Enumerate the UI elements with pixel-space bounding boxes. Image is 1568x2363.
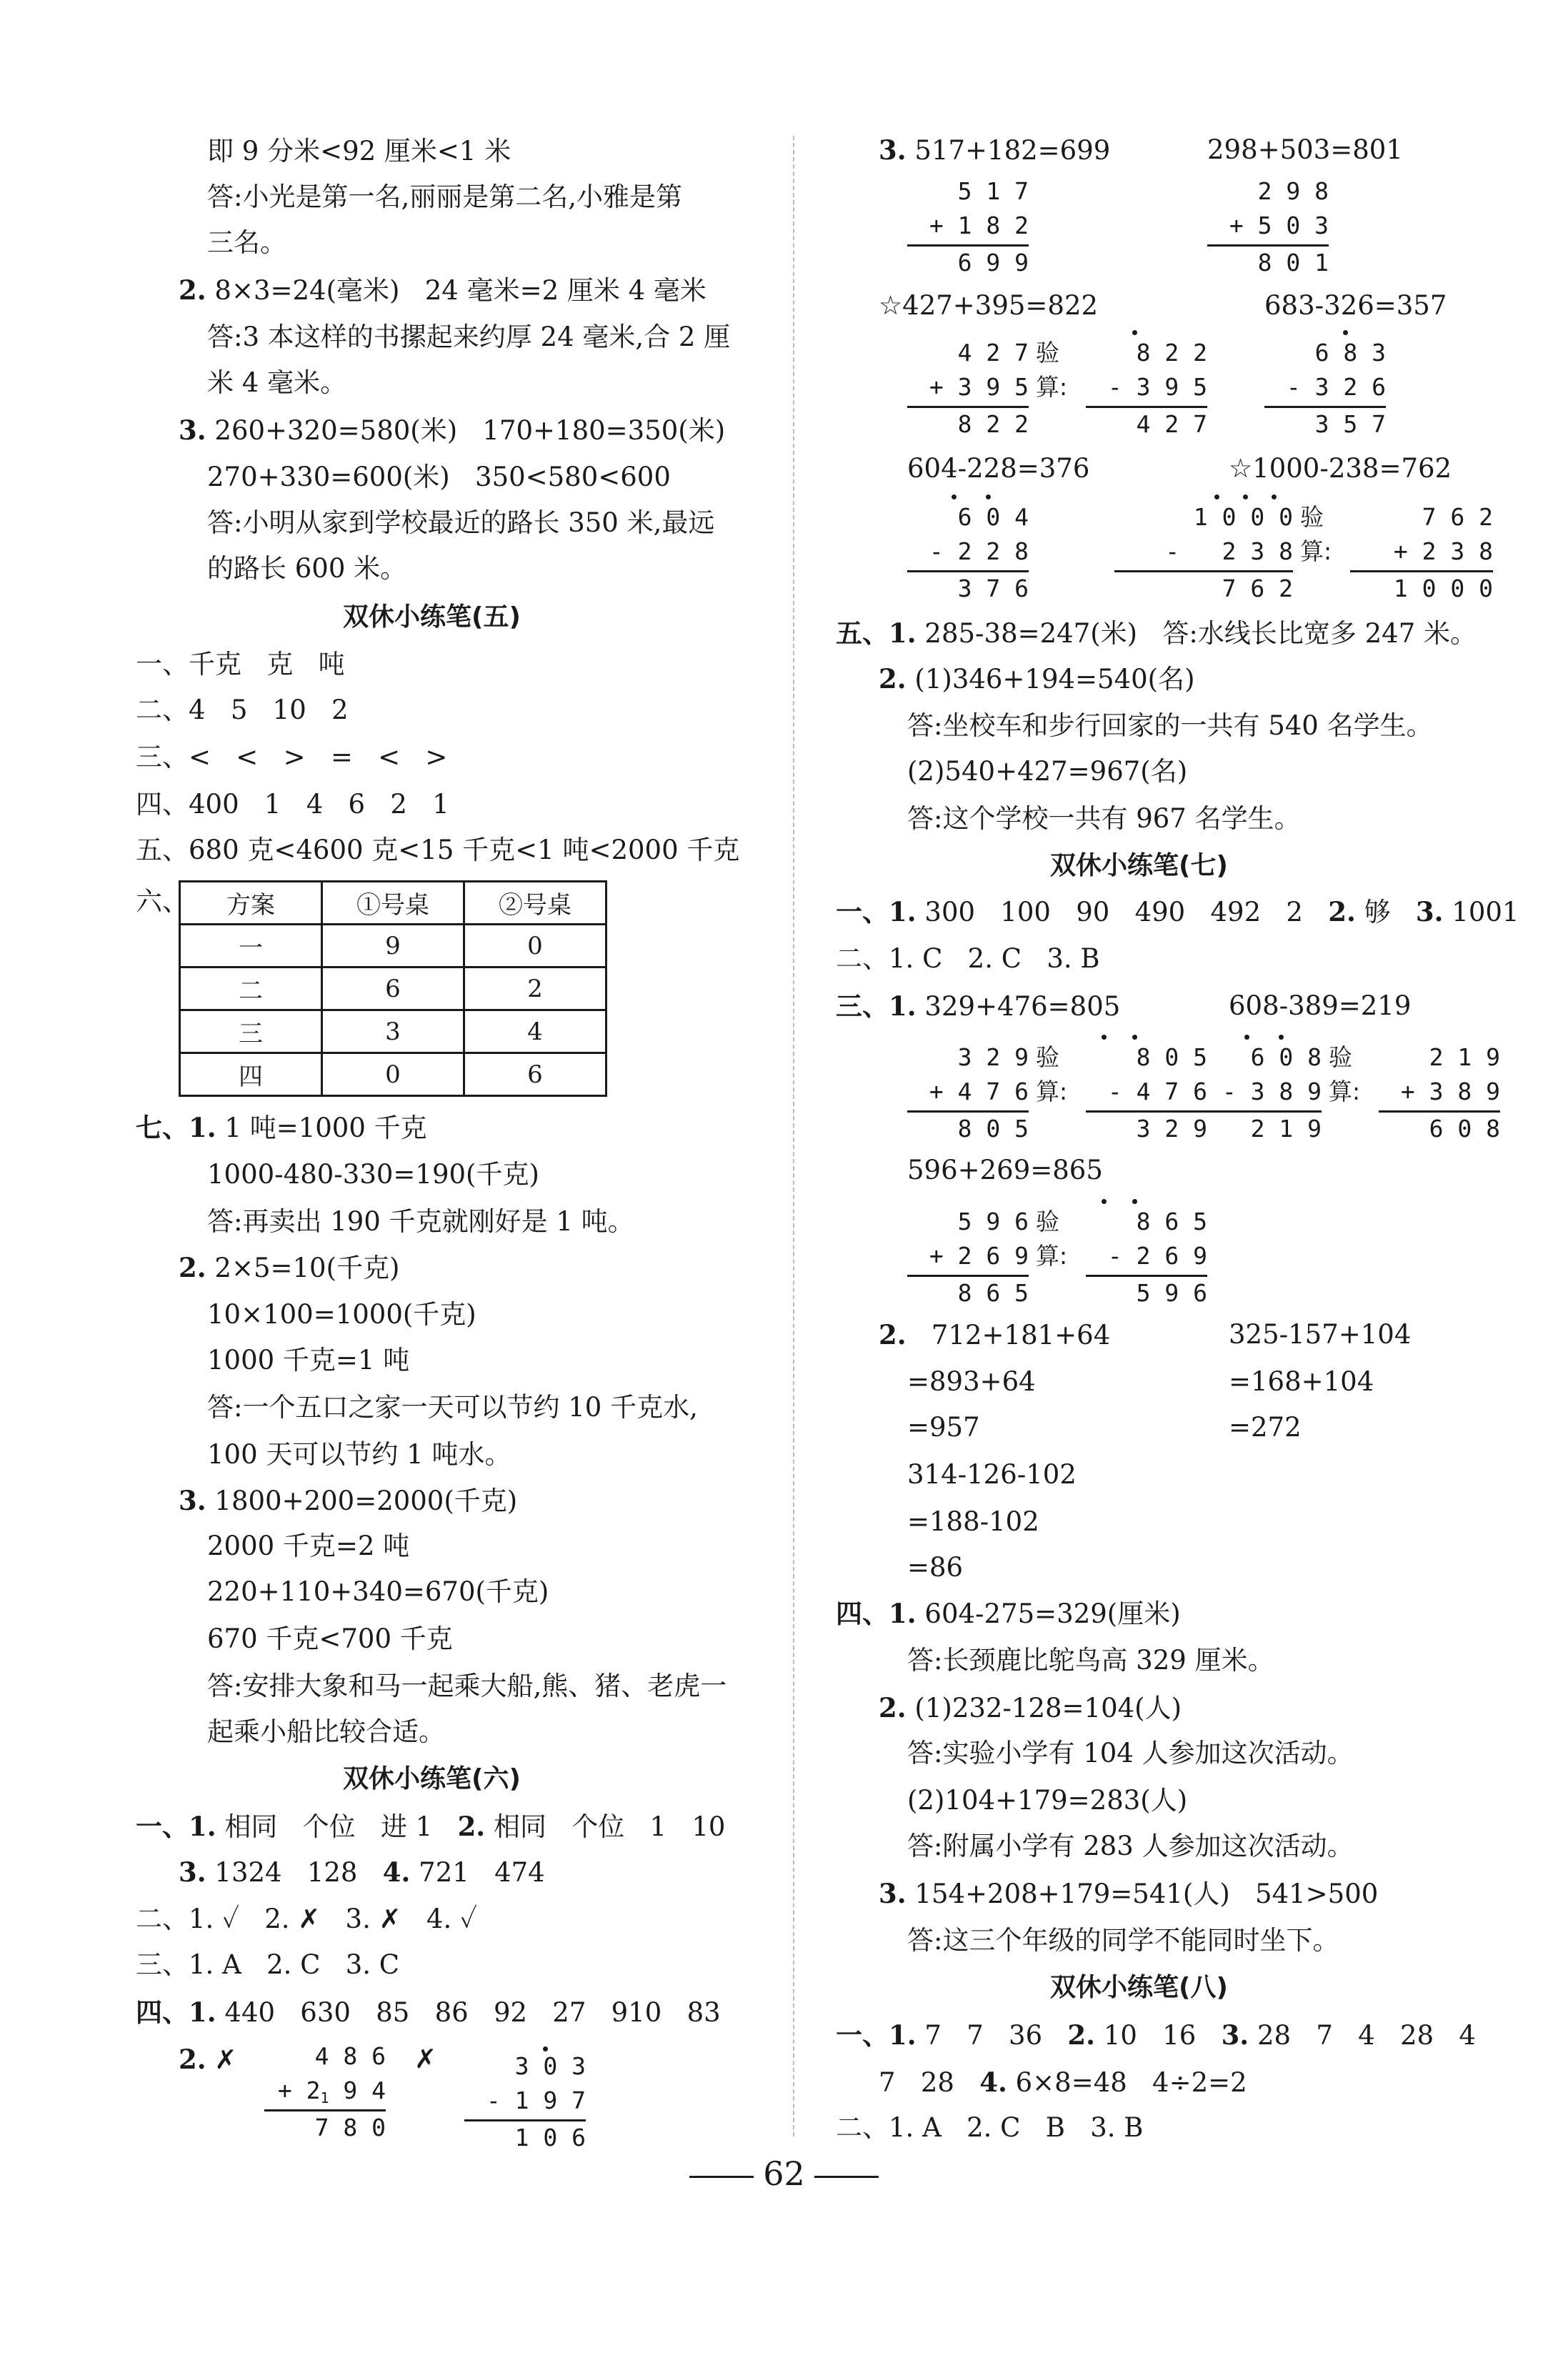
text-line: 2000 千克=2 吨 — [207, 1531, 410, 1561]
calc-row: 8 6 5 — [1136, 1208, 1207, 1235]
text-span: 8×3=24(毫米) 24 毫米=2 厘米 4 毫米 — [206, 275, 706, 306]
text-span: 7 7 36 — [916, 2020, 1068, 2051]
borrow-dot — [986, 494, 991, 499]
text-span: 721 474 — [410, 1857, 545, 1888]
text-span: (1)346+194=540(名) — [906, 664, 1195, 695]
text-span: 10 16 — [1095, 2020, 1222, 2051]
question-number: 3. — [1415, 896, 1444, 927]
question-number: 4. — [979, 2066, 1007, 2098]
question-number: 四、1. — [136, 1996, 216, 2028]
calc-result: 8 2 2 — [957, 410, 1029, 438]
calc-row: 2 1 9 — [1429, 1043, 1500, 1071]
calc-result: 7 6 2 — [1222, 574, 1293, 602]
carry-mark: 1 — [320, 2089, 329, 2106]
check-label: 算: — [1329, 1078, 1361, 1105]
text-span: 1 吨=1000 千克 — [216, 1113, 427, 1143]
table-header-row — [180, 882, 606, 925]
calc-row: 8 0 5 — [1136, 1043, 1207, 1071]
text-line: ☆1000-238=762 — [1229, 453, 1452, 484]
text-line: 答:3 本这样的书摞起来约厚 24 毫米,合 2 厘 — [207, 322, 731, 352]
calc-result: 3 7 6 — [957, 574, 1029, 602]
check-label: 验 — [1036, 1043, 1059, 1071]
text-line: 一、千克 克 吨 — [136, 649, 345, 680]
calc-row: - 2 6 9 — [1107, 1242, 1207, 1270]
question-number: 2. — [879, 1692, 907, 1723]
text-line — [179, 1249, 399, 1286]
calc-result: 8 0 5 — [957, 1115, 1029, 1143]
text-span: 1001 — [1443, 897, 1519, 927]
question-number: 2. — [179, 1252, 206, 1283]
calc-row: 5 9 6 — [957, 1208, 1029, 1235]
check-label: 验 — [1300, 503, 1324, 531]
text-line: 220+110+340=670(千克) — [207, 1576, 549, 1607]
text-line — [836, 1595, 1181, 1632]
table-cell: 三 — [180, 1010, 322, 1053]
text-line: 答:坐校车和步行回家的一共有 540 名学生。 — [907, 710, 1433, 741]
calc-result: 5 9 6 — [1136, 1279, 1207, 1307]
question-number: 一、1. — [836, 2019, 917, 2051]
calc-row: 6 0 4 — [957, 503, 1029, 531]
borrow-dot — [1244, 1035, 1249, 1040]
borrow-dot — [1132, 330, 1137, 335]
table-cell: 二 — [180, 967, 322, 1010]
text-line: 答:小明从家到学校最近的路长 350 米,最远 — [207, 507, 715, 538]
check-label: 算: — [1036, 1078, 1068, 1105]
question-number: 3. — [879, 1878, 907, 1909]
text-span: 相同 个位 进 1 — [216, 1811, 458, 1842]
calc-result: 3 2 9 — [1136, 1115, 1207, 1143]
question-number: 2. — [457, 1811, 486, 1842]
text-line: 683-326=357 — [1264, 290, 1447, 321]
question-number: 2. — [1067, 2019, 1096, 2051]
table-header: ②号桌 — [464, 882, 606, 925]
text-span: 517+182=699 — [906, 135, 1111, 166]
footer-dash — [814, 2176, 879, 2178]
text-line: =168+104 — [1229, 1366, 1374, 1397]
borrow-dot — [1343, 330, 1348, 335]
borrow-dot — [1102, 1199, 1107, 1204]
table-row — [180, 967, 606, 1010]
text-span: 28 7 4 28 4 — [1249, 2020, 1476, 2051]
text-line: 二、4 5 10 2 — [136, 695, 349, 725]
table-cell: 一 — [180, 925, 322, 967]
section-heading: 双休小练笔(七) — [1050, 851, 1228, 880]
text-line: 二、1. A 2. C B 3. B — [836, 2112, 1144, 2143]
text-span: 相同 个位 1 10 — [485, 1811, 726, 1842]
calc-row: - 4 7 6 — [1107, 1078, 1207, 1105]
calc-row: - 3 2 6 — [1286, 373, 1386, 401]
question-number: 3. — [879, 134, 907, 166]
text-line — [136, 1109, 427, 1146]
text-span: 604-275=329(厘米) — [916, 1598, 1181, 1629]
calc-row: 4 8 6 — [314, 2042, 386, 2070]
text-line: =86 — [907, 1552, 964, 1583]
table-cell: 4 — [464, 1010, 606, 1053]
text-line: 答:安排大象和马一起乘大船,熊、猪、老虎一 — [207, 1671, 727, 1701]
calc-result: 3 5 7 — [1314, 410, 1386, 438]
text-span: 7 28 — [879, 2067, 980, 2098]
question-number: 3. — [179, 414, 206, 446]
text-line: 596+269=865 — [907, 1155, 1103, 1185]
check-label: 算: — [1036, 1242, 1068, 1270]
section-heading: 双休小练笔(八) — [1050, 1973, 1228, 2002]
text-span: 154+208+179=541(人) 541>500 — [906, 1879, 1379, 1909]
section-heading: 双休小练笔(五) — [343, 602, 521, 632]
text-line: 1000 千克=1 吨 — [207, 1345, 410, 1375]
calc-row: 7 6 2 — [1422, 503, 1493, 531]
text-line — [879, 131, 1110, 169]
calc-row: + 2 6 9 — [929, 1242, 1029, 1270]
calc-result: 1 0 6 — [514, 2124, 586, 2151]
text-line — [836, 2016, 1476, 2054]
text-line: =188-102 — [907, 1506, 1039, 1537]
text-span: (1)232-128=104(人) — [906, 1693, 1182, 1723]
table-cell: 四 — [180, 1053, 322, 1096]
text-line: 100 天可以节约 1 吨水。 — [207, 1439, 511, 1470]
text-line: 314-126-102 — [907, 1459, 1077, 1490]
text-line: 三名。 — [207, 227, 286, 258]
text-line: ☆427+395=822 — [879, 290, 1099, 321]
check-label: 算: — [1036, 373, 1068, 401]
question-number: 4. — [382, 1856, 411, 1888]
page-number: 62 — [763, 2154, 805, 2193]
check-label: 算: — [1300, 537, 1332, 565]
text-line — [879, 660, 1195, 697]
text-span: 1324 128 — [206, 1857, 383, 1888]
calc-row: - 2 2 8 — [929, 537, 1029, 565]
calc-row: 6 0 8 — [1250, 1043, 1322, 1071]
text-line — [179, 412, 725, 449]
borrow-dot — [952, 494, 957, 499]
text-line: 答:实验小学有 104 人参加这次活动。 — [907, 1738, 1354, 1768]
table-cell: 0 — [322, 1053, 464, 1096]
borrow-dot — [1132, 1199, 1137, 1204]
calc-result: 2 1 9 — [1250, 1115, 1322, 1143]
text-span: 300 100 90 490 492 2 — [916, 897, 1329, 927]
borrow-dot — [1132, 1035, 1137, 1040]
calc-row: - 3 9 5 — [1107, 373, 1207, 401]
calc-row: + 2 3 8 — [1393, 537, 1493, 565]
calc-result: 6 9 9 — [957, 249, 1029, 277]
calc-row: - 3 8 9 — [1222, 1078, 1322, 1105]
calc-row: + 1 8 2 — [929, 212, 1029, 239]
text-line: 即 9 分米<92 厘米<1 米 — [207, 136, 511, 166]
calc-row: 2 9 8 — [1257, 177, 1329, 205]
calc-row: - 1 9 7 — [486, 2086, 586, 2114]
text-line: 答:一个五口之家一天可以节约 10 千克水, — [207, 1392, 698, 1423]
text-line: 答:长颈鹿比鸵鸟高 329 厘米。 — [907, 1645, 1274, 1676]
question-number: 2. — [179, 274, 206, 306]
text-line: 二、1. ✓ 2. ✗ 3. ✗ 4. ✓ — [136, 1904, 477, 1934]
check-label: 验 — [1329, 1043, 1352, 1071]
column-divider — [793, 136, 794, 2136]
text-line — [179, 1482, 517, 1519]
text-line: 604-228=376 — [907, 453, 1090, 484]
table-header: 方案 — [180, 882, 322, 925]
text-span: 1800+200=2000(千克) — [206, 1486, 518, 1516]
question-number: 2. — [1328, 896, 1356, 927]
text-line — [879, 1316, 1110, 1353]
text-line: 10×100=1000(千克) — [207, 1299, 476, 1330]
text-line: 二、1. C 2. C 3. B — [836, 943, 1100, 974]
calc-row: - 2 3 8 — [1165, 537, 1293, 565]
text-line: 三、1. A 2. C 3. C — [136, 1949, 400, 1980]
table-header: ①号桌 — [322, 882, 464, 925]
table-cell: 6 — [464, 1053, 606, 1096]
text-line: 三、< < > = < > — [136, 742, 448, 772]
calc-result: 7 8 0 — [314, 2114, 386, 2141]
text-line: 270+330=600(米) 350<580<600 — [207, 462, 671, 492]
text-line — [836, 615, 1477, 652]
calc-row: 8 2 2 — [1136, 339, 1207, 367]
check-label: 验 — [1036, 339, 1059, 367]
question-number: 2. — [879, 663, 907, 695]
text-span: 329+476=805 — [916, 991, 1121, 1022]
question-number: 2. — [879, 1319, 907, 1350]
table-cell: 2 — [464, 967, 606, 1010]
text-line: (2)104+179=283(人) — [907, 1785, 1188, 1816]
text-line — [136, 1808, 725, 1845]
text-line: =957 — [907, 1412, 980, 1443]
text-line: 六、 — [136, 886, 189, 917]
borrow-dot — [1272, 494, 1277, 499]
calc-row: 6 8 3 — [1314, 339, 1386, 367]
text-line: =893+64 — [907, 1366, 1036, 1397]
text-line — [136, 1994, 721, 2031]
calc-row: + 3 8 9 — [1400, 1078, 1500, 1105]
table-cell: 9 — [322, 925, 464, 967]
text-span: 2×5=10(千克) — [206, 1253, 400, 1283]
text-span: 够 — [1355, 897, 1416, 927]
section-heading: 双休小练笔(六) — [343, 1764, 521, 1794]
text-line: 起乘小船比较合适。 — [207, 1716, 445, 1747]
question-number: 2. — [179, 2044, 206, 2075]
text-line: 325-157+104 — [1229, 1319, 1412, 1350]
text-line: 答:小光是第一名,丽丽是第二名,小雅是第 — [207, 181, 682, 212]
calc-result: 1 0 0 0 — [1393, 574, 1493, 602]
text-line — [879, 1689, 1182, 1726]
question-number: 七、1. — [136, 1112, 216, 1143]
question-number: 一、1. — [836, 896, 917, 927]
borrow-dot — [1243, 494, 1248, 499]
borrow-dot — [1214, 494, 1219, 499]
text-span: 6×8=48 4÷2=2 — [1007, 2067, 1247, 2098]
calc-result: 6 0 8 — [1429, 1115, 1500, 1143]
table-cell: 3 — [322, 1010, 464, 1053]
question-number: 四、1. — [836, 1598, 917, 1629]
calc-row: + 5 0 3 — [1229, 212, 1329, 239]
text-line: 298+503=801 — [1207, 134, 1403, 165]
calc-row — [264, 2074, 386, 2108]
plan-table — [179, 880, 607, 1097]
text-span: ✗ — [206, 2044, 237, 2075]
table-cell: 0 — [464, 925, 606, 967]
question-number: 3. — [179, 1485, 206, 1516]
question-number: 3. — [1221, 2019, 1249, 2051]
text-span: 285-38=247(米) 答:水线长比宽多 247 米。 — [916, 618, 1477, 649]
text-line: 四、400 1 4 6 2 1 — [136, 789, 449, 820]
text-span: 712+181+64 — [906, 1320, 1111, 1350]
calc-row: 3 2 9 — [957, 1043, 1029, 1071]
question-number: 五、1. — [836, 617, 917, 649]
borrow-dot — [1279, 1035, 1284, 1040]
check-label: 验 — [1036, 1208, 1059, 1235]
text-line: ✗ — [414, 2044, 437, 2074]
text-line: (2)540+427=967(名) — [907, 756, 1188, 787]
table-row — [180, 925, 606, 967]
text-line — [179, 2041, 236, 2078]
text-line — [836, 893, 1519, 930]
calc-result: 8 0 1 — [1257, 249, 1329, 277]
table-row — [180, 1010, 606, 1053]
text-line: 答:再卖出 190 千克就刚好是 1 吨。 — [207, 1206, 634, 1237]
calc-op: + 2 — [277, 2076, 321, 2104]
calc-row: + 3 9 5 — [929, 373, 1029, 401]
question-number: 一、1. — [136, 1811, 216, 1842]
text-span: 260+320=580(米) 170+180=350(米) — [206, 415, 726, 446]
calc-row: 5 1 7 — [957, 177, 1029, 205]
text-line — [879, 2064, 1247, 2101]
question-number: 3. — [179, 1856, 206, 1888]
text-line: 答:这个学校一共有 967 名学生。 — [907, 803, 1301, 834]
calc-result: 4 2 7 — [1136, 410, 1207, 438]
table-row — [180, 1053, 606, 1096]
calc-row: + 4 7 6 — [929, 1078, 1029, 1105]
text-line — [836, 988, 1120, 1025]
calc-row: 1 0 0 0 — [1193, 503, 1293, 531]
text-line: 的路长 600 米。 — [207, 553, 407, 584]
calc-result: 8 6 5 — [957, 1279, 1029, 1307]
text-span: 440 630 85 86 92 27 910 83 — [216, 1997, 721, 2028]
text-line: 米 4 毫米。 — [207, 367, 347, 398]
text-line: 1000-480-330=190(千克) — [207, 1159, 539, 1190]
calc-row: 4 2 7 — [957, 339, 1029, 367]
text-line: 670 千克<700 千克 — [207, 1623, 453, 1654]
text-line — [879, 1875, 1378, 1912]
borrow-dot — [1102, 1035, 1107, 1040]
text-line: =272 — [1229, 1412, 1302, 1443]
calc-row: 3 0 3 — [514, 2052, 586, 2080]
table-cell: 6 — [322, 967, 464, 1010]
calc-digits: 9 4 — [343, 2076, 386, 2104]
text-line — [179, 272, 706, 309]
text-line — [179, 1854, 545, 1891]
text-line: 答:这三个年级的同学不能同时坐下。 — [907, 1925, 1339, 1956]
text-line: 608-389=219 — [1229, 990, 1412, 1021]
text-line: 五、680 克<4600 克<15 千克<1 吨<2000 千克 — [136, 835, 740, 865]
text-line: 答:附属小学有 283 人参加这次活动。 — [907, 1831, 1354, 1861]
question-number: 三、1. — [836, 990, 917, 1022]
